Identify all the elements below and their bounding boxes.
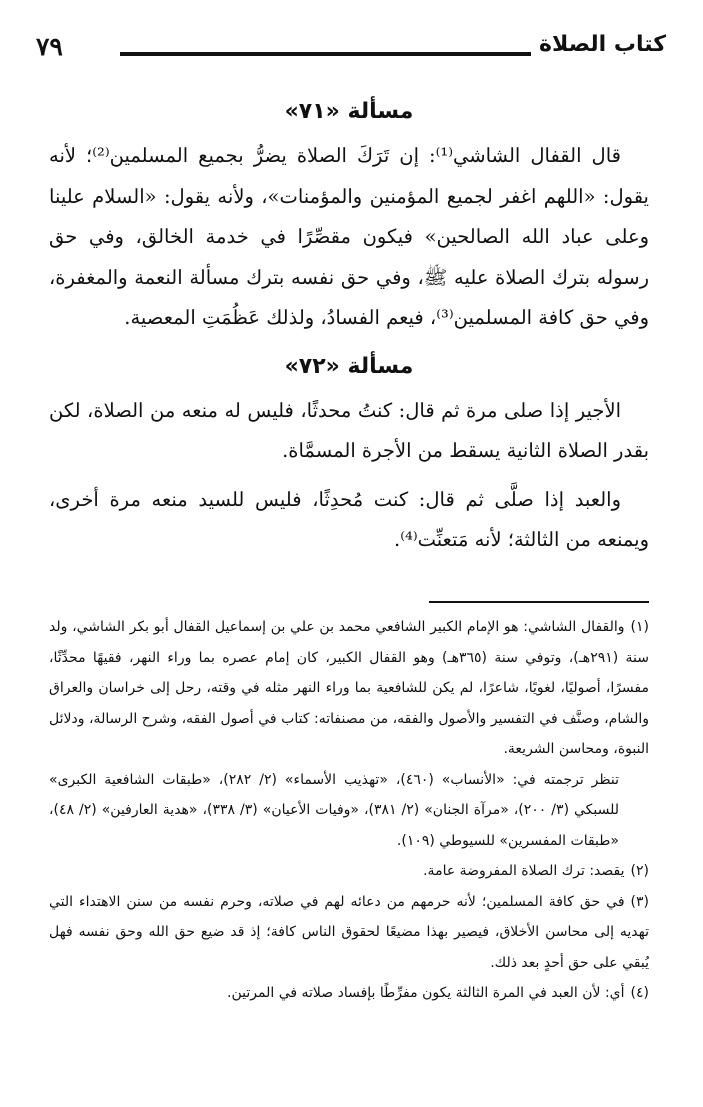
running-title: كتاب الصلاة (539, 32, 666, 57)
footnote-text: والقفال الشاشي: هو الإمام الكبير الشافعي محمد بن علي بن إسماعيل القفال أبو بكر الشاشي، ولد سنة (٢٩١هـ)، وتوفي سنة (٣٦٥هـ) وهو القفال الكبير، كان إمام عصره بما وراء النهر، فقيهًا محدِّثًا، مفسرًا، أصوليًا، لغويًا، شاعرًا، لم يكن للشافعية بما وراء النهر مثله في وقته، رحل إلى خراسان والعراق والشام، وصنَّف في التفسير والأصول والفقه، من مصنفاته: كتاب في أصول الفقه، وشرح الرسالة، ودلائل النبوة، ومحاسن الشريعة. (49, 619, 650, 757)
footnote-4 (49, 978, 649, 1009)
footnote-3 (49, 887, 649, 979)
footnote-separator (429, 601, 649, 603)
issue-72-paragraph-2: والعبد إذا صلَّى ثم قال: كنت مُحدِثًا، فليس للسيد منعه مرة أخرى، ويمنعه من الثالثة؛ لأنه مَتعنِّت⁽⁴⁾. (49, 487, 649, 551)
page-number: ٧٩ (36, 32, 63, 61)
page-header (36, 32, 666, 72)
issue-71-heading: مسألة «٧١» (284, 99, 414, 124)
footnote-1-references: تنظر ترجمته في: «الأنساب» (٤٦٠)، «تهذيب الأسماء» (٢/ ٢٨٢)، «طبقات الشافعية الكبرى» للسبكي (٣/ ٢٠٠)، «مرآة الجنان» (٢/ ٣٨١)، «وفيات الأعيان» (٣/ ٣٣٨)، «هدية العارفين» (٢/ ٤٨)، «طبقات المفسرين» للسيوطي (١٠٩). (49, 771, 620, 849)
footnote-number: (١) (630, 619, 649, 635)
footnote-number: (٣) (630, 893, 649, 910)
footnote-number: (٢) (630, 863, 649, 879)
issue-72-heading: مسألة «٧٢» (284, 353, 414, 379)
footnote-text: أي: لأن العبد في المرة الثالثة يكون مفرِّطًا بإفساد صلاته في المرتين. (227, 985, 625, 1001)
footnote-number: (٤) (630, 985, 649, 1001)
footnote-1 (49, 612, 649, 765)
footnote-text: يقصد: ترك الصلاة المفروضة عامة. (423, 863, 625, 879)
issue-71-paragraph: قال القفال الشاشي⁽¹⁾: إن تَرَكَ الصلاة يضرُّ بجميع المسلمين⁽²⁾؛ لأنه يقول: «اللهم اغفر لجميع المؤمنين والمؤمنات»، ولأنه يقول: «السلام علينا وعلى عباد الله الصالحين» فيكون مقصِّرًا في خدمة الخالق، وفي حق رسوله بترك الصلاة عليه ﷺ، وفي حق نفسه بترك مسألة النعمة والمغفرة، وفي حق كافة المسلمين⁽³⁾، فيعم الفسادُ، ولذلك عَظُمَتِ المعصية. (49, 144, 649, 329)
issue-72-paragraph-1: الأجير إذا صلى مرة ثم قال: كنتُ محدثًا، فليس له منعه من الصلاة، لكن بقدر الصلاة الثانية يسقط من الأجرة المسمَّاة. (49, 398, 649, 462)
footnote-2 (49, 856, 649, 887)
main-text (49, 84, 649, 569)
header-rule (120, 52, 531, 56)
footnote-text: في حق كافة المسلمين؛ لأنه حرمهم من دعائه لهم في صلاته، وحرم نفسه من سنن الاهتداء التي تهديه إلى محاسن الأخلاق، فيصير بهذا مضيعًا لحقوق الناس كافة؛ إذ قد ضيع حق الله وحق نفسه فهل يُبقي على حق أحدٍ بعد ذلك. (49, 893, 649, 971)
footnotes (49, 612, 649, 1009)
